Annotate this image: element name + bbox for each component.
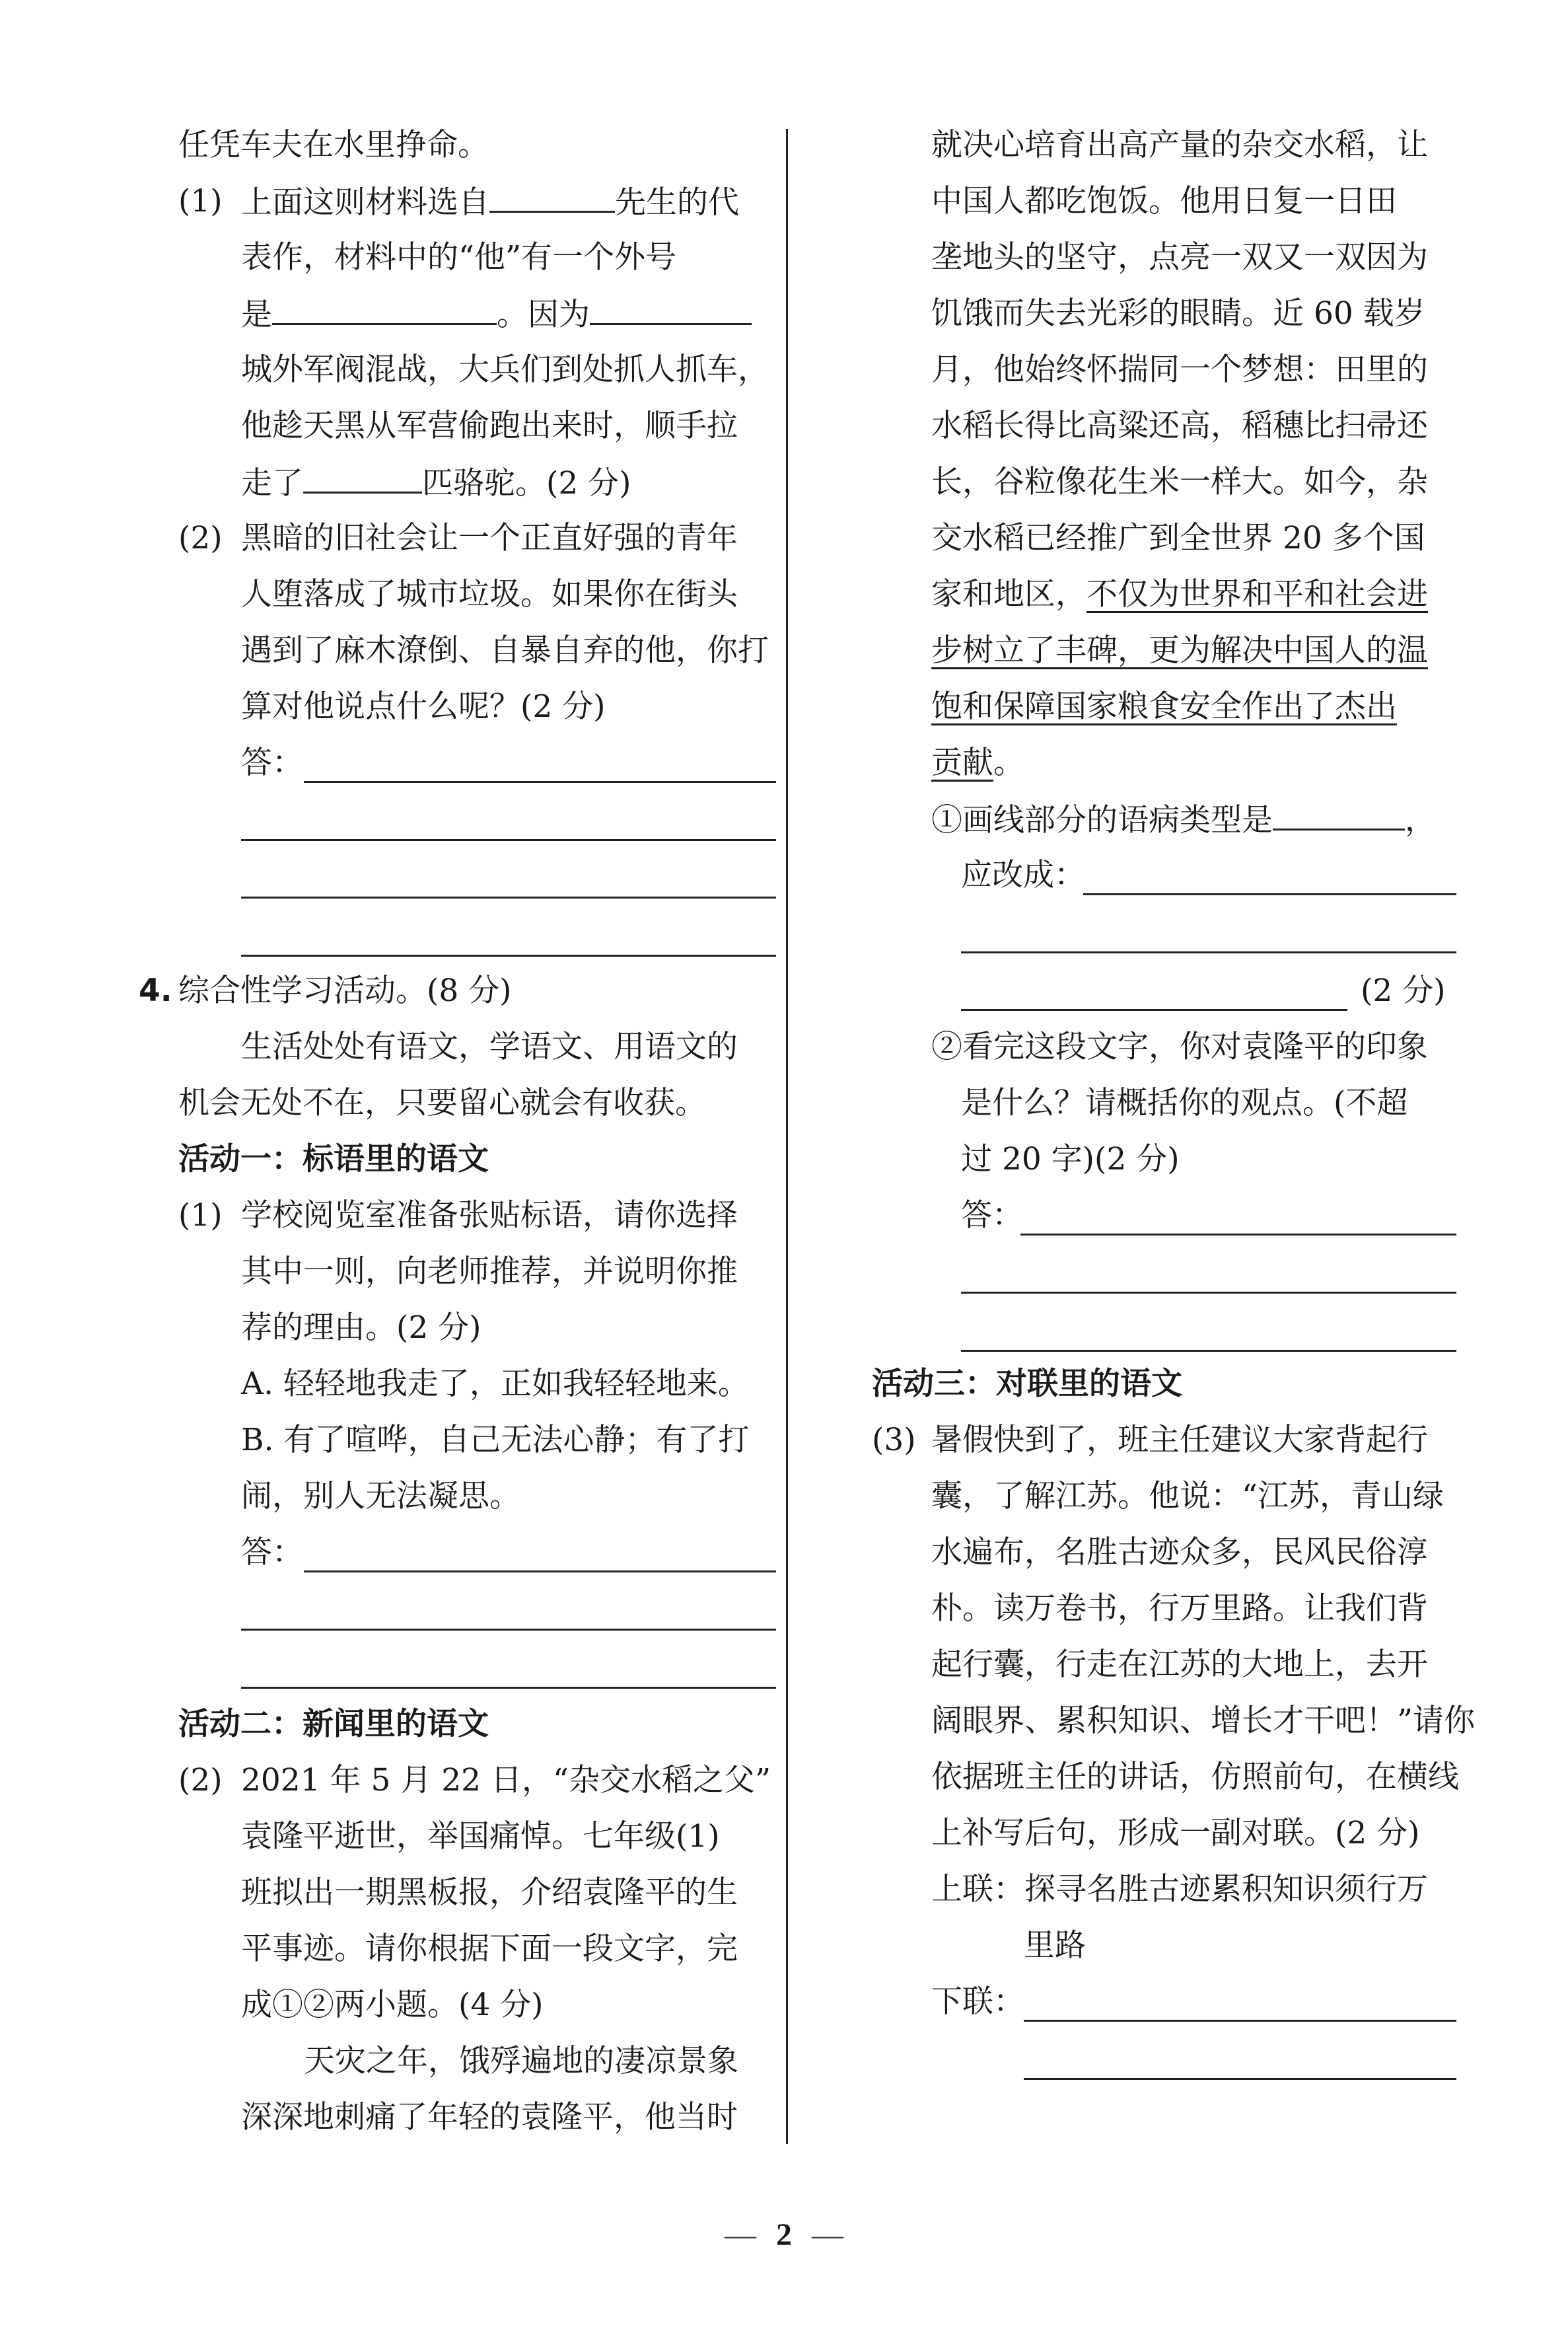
activity-1-title: 活动一：标语里的语文: [178, 1141, 489, 1177]
a1-option-b-1: B. 有了喧哗，自己无法心静；有了打: [241, 1422, 750, 1458]
passage-line-4: 中国人都吃饱饭。他用日复一日田: [931, 183, 1397, 219]
s1-correction-line-3[interactable]: [961, 1009, 1347, 1011]
passage-line-8: 水稻长得比高粱还高，稻穗比扫帚还: [931, 408, 1428, 444]
lower-couplet-label: 下联：: [931, 1983, 1024, 2020]
a3-line-6: 阔眼界、累积知识、增长才干吧！”请你: [931, 1703, 1476, 1739]
q1-line-5: 他趁天黑从军营偷跑出来时，顺手拉: [241, 408, 738, 444]
q2-number: (2): [178, 520, 223, 556]
a2-line-1: 2021 年 5 月 22 日，“杂交水稻之父”: [241, 1762, 771, 1798]
page-number: — 2 —: [725, 2217, 843, 2252]
underlined-sentence-part-1: 不仅为世界和平和社会进: [1087, 576, 1428, 612]
a1-option-b-2: 闹，别人无法凝思。: [241, 1478, 520, 1514]
column-divider: [786, 129, 788, 2144]
q1-line-6: 走了 匹骆驼。(2 分): [241, 462, 631, 502]
a3-number: (3): [872, 1422, 916, 1458]
intro-line: 任凭车夫在水里挣命。: [178, 127, 489, 163]
s2-answer-label: 答：: [961, 1197, 1023, 1234]
q1-blank-count[interactable]: [303, 462, 422, 494]
q2-answer-label: 答：: [241, 745, 303, 781]
a3-line-8: 上补写后句，形成一副对联。(2 分): [931, 1815, 1420, 1851]
passage-line-5: 垄地头的坚守，点亮一双又一双因为: [931, 239, 1428, 276]
a2-line-3: 班拟出一期黑板报，介绍袁隆平的生: [241, 1874, 738, 1911]
a1-answer-line-2[interactable]: [241, 1629, 776, 1631]
underlined-sentence-part-2: 步树立了丰碑，更为解决中国人的温: [931, 632, 1428, 669]
q1-line-2: 表作，材料中的“他”有一个外号: [241, 239, 677, 276]
upper-couplet-cont: 里路: [1024, 1927, 1086, 1964]
q1-blank-reason[interactable]: [590, 294, 752, 325]
a1-line-3: 荐的理由。(2 分): [241, 1310, 481, 1346]
a3-line-5: 起行囊，行走在江苏的大地上，去开: [931, 1646, 1428, 1683]
page-number-dash-left: —: [725, 2217, 756, 2252]
passage-line-10: 交水稻已经推广到全世界 20 多个国: [931, 520, 1425, 556]
passage-line-14: 贡献。: [931, 745, 1024, 781]
a2-number: (2): [178, 1762, 223, 1798]
s1-correction-line-1[interactable]: [1083, 893, 1456, 895]
s1-line-2: 应改成：: [961, 857, 1085, 893]
q2-answer-line-1[interactable]: [304, 781, 776, 783]
passage-line-2: 深深地刺痛了年轻的袁隆平，他当时: [241, 2099, 738, 2135]
underlined-sentence-part-3: 饱和保障国家粮食安全作出了杰出: [931, 688, 1397, 725]
s2-line-1: ②看完这段文字，你对袁隆平的印象: [931, 1029, 1428, 1065]
page-number-dash-right: —: [812, 2217, 843, 2252]
q1-line-1: 上面这则材料选自 先生的代: [241, 182, 739, 221]
a2-line-4: 平事迹。请你根据下面一段文字，完: [241, 1931, 738, 1967]
q4-intro-1: 生活处处有语文，学语文、用语文的: [241, 1029, 738, 1065]
s1-line-1: ①画线部分的语病类型是 ，: [931, 799, 1436, 839]
underlined-sentence-part-4: 贡献: [931, 745, 993, 781]
a1-number: (1): [178, 1197, 223, 1234]
q1-line-4: 城外军阀混战，大兵们到处抓人抓车，: [241, 351, 769, 388]
a2-line-2: 袁隆平逝世，举国痛悼。七年级(1): [241, 1818, 720, 1855]
passage-line-9: 长，谷粒像花生米一样大。如今，杂: [931, 464, 1428, 500]
s2-answer-line-1[interactable]: [1020, 1234, 1456, 1236]
s1-blank-error-type[interactable]: [1273, 799, 1405, 830]
q1-blank-author[interactable]: [489, 182, 615, 213]
q4-title: 综合性学习活动。(8 分): [178, 973, 512, 1009]
a1-line-2: 其中一则，向老师推荐，并说明你推: [241, 1253, 738, 1290]
a1-answer-label: 答：: [241, 1534, 303, 1570]
s2-line-3: 过 20 字)(2 分): [961, 1141, 1180, 1177]
s2-answer-line-3[interactable]: [961, 1350, 1456, 1352]
s1-correction-line-2[interactable]: [961, 951, 1456, 953]
q2-answer-line-2[interactable]: [241, 839, 776, 841]
passage-line-11: 家和地区，不仅为世界和平和社会进: [931, 576, 1428, 612]
q2-line-3: 遇到了麻木潦倒、自暴自弃的他，你打: [241, 632, 769, 669]
a1-line-1: 学校阅览室准备张贴标语，请你选择: [241, 1197, 738, 1234]
a1-option-a: A. 轻轻地我走了，正如我轻轻地来。: [241, 1366, 749, 1402]
a3-line-1: 暑假快到了，班主任建议大家背起行: [931, 1422, 1428, 1458]
q2-answer-line-3[interactable]: [241, 897, 776, 899]
lower-couplet-line-2[interactable]: [1024, 2078, 1456, 2080]
a3-line-7: 依据班主任的讲话，仿照前句，在横线: [931, 1759, 1459, 1795]
q2-line-2: 人堕落成了城市垃圾。如果你在街头: [241, 576, 738, 612]
passage-line-6: 饥饿而失去光彩的眼睛。近 60 载岁: [931, 295, 1425, 332]
q4-number: 4.: [139, 973, 172, 1009]
passage-line-3: 就决心培育出高产量的杂交水稻，让: [931, 127, 1428, 163]
a3-line-3: 水遍布，名胜古迹众多，民风民俗淳: [931, 1534, 1428, 1570]
activity-2-title: 活动二：新闻里的语文: [178, 1706, 489, 1742]
s2-answer-line-2[interactable]: [961, 1292, 1456, 1294]
q1-line-3: 是 。因为: [241, 294, 752, 334]
s2-line-2: 是什么？请概括你的观点。(不超: [961, 1085, 1408, 1121]
q4-intro-2: 机会无处不在，只要留心就会有收获。: [178, 1085, 706, 1121]
a3-line-2: 囊，了解江苏。他说：“江苏，青山绿: [931, 1478, 1444, 1514]
passage-line-1: 天灾之年，饿殍遍地的凄凉景象: [304, 2043, 738, 2079]
q2-line-4: 算对他说点什么呢？(2 分): [241, 688, 606, 725]
activity-3-title: 活动三：对联里的语文: [872, 1366, 1182, 1402]
upper-couplet: 上联：探寻名胜古迹累积知识须行万: [931, 1871, 1428, 1907]
s1-score: (2 分): [1361, 973, 1446, 1009]
passage-line-7: 月，他始终怀揣同一个梦想：田里的: [931, 351, 1428, 388]
q2-answer-line-4[interactable]: [241, 955, 776, 957]
q1-blank-nickname[interactable]: [272, 294, 497, 325]
a2-line-5: 成①②两小题。(4 分): [241, 1987, 544, 2023]
lower-couplet-line-1[interactable]: [1024, 2020, 1456, 2022]
a3-line-4: 朴。读万卷书，行万里路。让我们背: [931, 1590, 1428, 1627]
a1-answer-line-1[interactable]: [304, 1570, 776, 1572]
q1-number: (1): [178, 183, 223, 219]
q2-line-1: 黑暗的旧社会让一个正直好强的青年: [241, 520, 738, 556]
a1-answer-line-3[interactable]: [241, 1687, 776, 1689]
